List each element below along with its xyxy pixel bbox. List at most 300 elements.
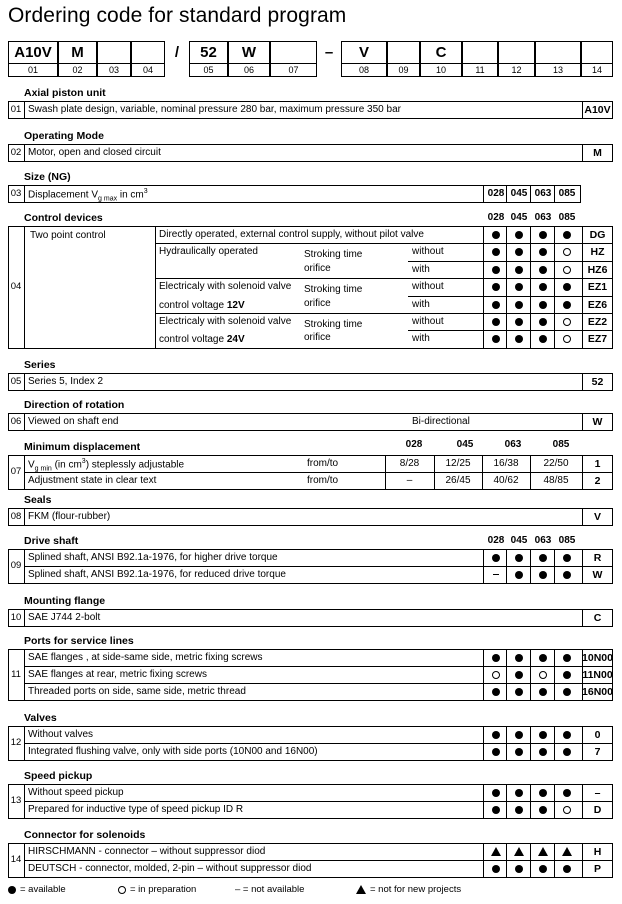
- control-description: Directly operated, external control supply, without pilot valve: [159, 229, 424, 240]
- section-text: Motor, open and closed circuit: [28, 147, 161, 158]
- order-code: EZ1: [587, 281, 608, 293]
- section-title: Control devices: [24, 212, 103, 224]
- code-position-number: 01: [8, 64, 58, 77]
- ring-icon: [563, 806, 571, 814]
- orifice-option: with: [412, 264, 430, 275]
- order-code: V: [593, 511, 601, 523]
- code-position-number: 10: [420, 64, 462, 77]
- ring-icon: [563, 248, 571, 256]
- availability-symbol: [509, 226, 529, 243]
- availability-symbol: [533, 330, 553, 347]
- section-index: 11: [11, 668, 21, 680]
- filled-dot-icon: [515, 571, 523, 579]
- order-code: 11N00: [582, 669, 613, 681]
- filled-dot-icon: [515, 671, 523, 679]
- order-code: 0: [594, 729, 601, 741]
- order-code: D: [593, 804, 602, 816]
- divider: [24, 185, 25, 203]
- triangle-icon: [491, 847, 501, 856]
- filled-dot-icon: [539, 335, 547, 343]
- displacement-value: 26/45: [445, 475, 471, 486]
- availability-symbol: [486, 296, 506, 313]
- section-title: Drive shaft: [24, 535, 79, 547]
- code-position-number: 05: [189, 64, 228, 77]
- availability-symbol: [533, 726, 553, 743]
- size-value: 045: [510, 188, 528, 199]
- stroking-time-label: Stroking time: [304, 284, 363, 295]
- filled-dot-icon: [492, 335, 500, 343]
- filled-dot-icon: [492, 266, 500, 274]
- filled-dot-icon: [563, 789, 571, 797]
- code-cell: V: [341, 41, 387, 64]
- control-description: Hydraulically operated: [159, 246, 258, 257]
- triangle-icon: [538, 847, 548, 856]
- filled-dot-icon: [539, 283, 547, 291]
- availability-symbol: [509, 549, 529, 566]
- availability-symbol: [509, 743, 529, 760]
- availability-symbol: [486, 784, 506, 801]
- text: ) steplessly adjustable: [85, 459, 185, 471]
- filled-dot-icon: [492, 554, 500, 562]
- availability-symbol: [557, 649, 577, 666]
- availability-symbol: [486, 843, 506, 860]
- code-cell: [581, 41, 613, 64]
- code-cell: [387, 41, 420, 64]
- availability-symbol: [509, 784, 529, 801]
- code-cell: [498, 41, 535, 64]
- code-position-number: 02: [58, 64, 97, 77]
- availability-symbol: [533, 743, 553, 760]
- divider: [24, 609, 25, 627]
- availability-symbol: [509, 330, 529, 347]
- order-code: 7: [594, 746, 601, 758]
- availability-symbol: [533, 649, 553, 666]
- availability-symbol: [557, 784, 577, 801]
- section-title: Mounting flange: [24, 595, 106, 607]
- divider: [155, 226, 156, 348]
- filled-dot-icon: [539, 231, 547, 239]
- filled-dot-icon: [539, 731, 547, 739]
- order-code: P: [593, 863, 601, 875]
- text: 3: [143, 188, 148, 195]
- legend-not-available: – = not available: [235, 884, 305, 895]
- section-index: 05: [10, 376, 22, 387]
- section-title: Seals: [24, 494, 52, 506]
- stroking-time-label: orifice: [304, 332, 331, 343]
- page-title: Ordering code for standard program: [8, 4, 347, 27]
- availability-symbol: [486, 330, 506, 347]
- size-column-header: 063: [534, 212, 552, 223]
- control-description: Electricaly with solenoid valve: [159, 316, 292, 327]
- filled-dot-icon: [492, 789, 500, 797]
- section-text: SAE J744 2-bolt: [28, 612, 101, 623]
- availability-symbol: [533, 549, 553, 566]
- text: V: [28, 459, 35, 471]
- size-column-header: 045: [510, 535, 528, 546]
- order-code: R: [593, 552, 602, 564]
- stroking-time-label: orifice: [304, 298, 331, 309]
- divider: [24, 226, 25, 348]
- orifice-option: without: [412, 281, 444, 292]
- order-code: 52: [591, 376, 604, 388]
- control-voltage: [159, 334, 245, 345]
- availability-symbol: [533, 278, 553, 295]
- displacement-value: 12/25: [445, 458, 471, 469]
- row-text: Integrated flushing valve, only with side ports (10N00 and 16N00): [28, 746, 318, 757]
- section-title: Series: [24, 359, 56, 371]
- row-text: DEUTSCH - connector, molded, 2-pin – without suppressor diod: [28, 863, 312, 874]
- filled-dot-icon: [515, 865, 523, 873]
- dash-icon: [493, 574, 499, 575]
- displacement-value: 22/50: [543, 458, 569, 469]
- divider: [24, 373, 25, 391]
- section-index: 12: [10, 737, 22, 748]
- code-position-number: 09: [387, 64, 420, 77]
- legend-available: = available: [8, 884, 66, 895]
- code-cell: W: [228, 41, 270, 64]
- filled-dot-icon: [515, 731, 523, 739]
- filled-dot-icon: [539, 248, 547, 256]
- size-value: 028: [487, 188, 505, 199]
- section-title: Valves: [24, 712, 57, 724]
- triangle-icon: [514, 847, 524, 856]
- code-position-number: 08: [341, 64, 387, 77]
- code-position-number: 13: [535, 64, 581, 77]
- order-code: EZ6: [587, 299, 608, 311]
- adjustment-label: Adjustment state in clear text: [28, 475, 157, 486]
- divider: [483, 649, 484, 700]
- row-text: SAE flanges , at side-same side, metric fixing screws: [28, 652, 263, 663]
- availability-symbol: [509, 566, 529, 583]
- section-title: Operating Mode: [24, 130, 104, 142]
- unit-label: from/to: [307, 458, 339, 469]
- order-code: HZ: [590, 246, 605, 258]
- code-position-number: 11: [462, 64, 498, 77]
- section-title: Axial piston unit: [24, 87, 106, 99]
- availability-symbol: [557, 330, 577, 347]
- row-text: Without valves: [28, 729, 94, 740]
- size-column-header: 028: [487, 535, 505, 546]
- code-cell: M: [58, 41, 97, 64]
- filled-dot-icon: [492, 248, 500, 256]
- availability-symbol: [486, 666, 506, 683]
- code-cell: /: [174, 44, 180, 61]
- filled-dot-icon: [563, 688, 571, 696]
- availability-symbol: [533, 860, 553, 877]
- code-position-number: 06: [228, 64, 270, 77]
- code-position-number: 14: [581, 64, 613, 77]
- order-code: 2: [594, 475, 601, 487]
- row-text: SAE flanges at rear, metric fixing screws: [28, 669, 207, 680]
- section-index: 01: [10, 104, 22, 115]
- triangle-icon: [562, 847, 572, 856]
- availability-symbol: [509, 843, 529, 860]
- triangle-icon: [356, 885, 366, 894]
- availability-symbol: [533, 666, 553, 683]
- order-code: HZ6: [587, 264, 608, 276]
- section-text: Viewed on shaft end: [28, 416, 119, 427]
- section-text: FKM (flour-rubber): [28, 511, 111, 522]
- stroking-time-label: orifice: [304, 263, 331, 274]
- order-code: 10N00: [582, 652, 613, 664]
- legend-preparation: = in preparation: [118, 884, 196, 895]
- filled-dot-icon: [539, 571, 547, 579]
- filled-dot-icon: [539, 554, 547, 562]
- section-index: 13: [10, 795, 22, 806]
- size-column-header: 028: [487, 212, 505, 223]
- availability-symbol: [509, 801, 529, 818]
- divider: [506, 649, 507, 700]
- section-index: 09: [10, 560, 22, 571]
- section-index: 14: [10, 854, 22, 865]
- order-code: H: [593, 846, 602, 858]
- filled-dot-icon: [515, 789, 523, 797]
- filled-dot-icon: [492, 688, 500, 696]
- size-column-header: 045: [456, 439, 474, 450]
- displacement-value: 40/62: [493, 475, 519, 486]
- code-position-number: 12: [498, 64, 535, 77]
- divider: [24, 649, 25, 700]
- availability-symbol: [533, 226, 553, 243]
- text: 24V: [226, 334, 245, 345]
- availability-symbol: [509, 261, 529, 278]
- availability-symbol: [486, 313, 506, 330]
- size-column-header: 045: [510, 212, 528, 223]
- availability-symbol: [533, 566, 553, 583]
- filled-dot-icon: [563, 865, 571, 873]
- row-text: HIRSCHMANN - connector – without suppressor diod: [28, 846, 266, 857]
- code-cell: [97, 41, 131, 64]
- section-text: Series 5, Index 2: [28, 376, 104, 387]
- filled-dot-icon: [492, 731, 500, 739]
- text: g min: [34, 465, 52, 473]
- control-description: Electricaly with solenoid valve: [159, 281, 292, 292]
- filled-dot-icon: [515, 748, 523, 756]
- availability-symbol: [486, 683, 506, 700]
- filled-dot-icon: [515, 554, 523, 562]
- filled-dot-icon: [515, 318, 523, 326]
- ring-icon: [563, 266, 571, 274]
- availability-symbol: [557, 726, 577, 743]
- availability-symbol: [557, 313, 577, 330]
- filled-dot-icon: [515, 231, 523, 239]
- ring-icon: [563, 335, 571, 343]
- availability-symbol: [557, 683, 577, 700]
- unit-label: from/to: [307, 475, 339, 486]
- availability-symbol: [486, 726, 506, 743]
- size-column-header: 063: [504, 439, 522, 450]
- section-index: 10: [10, 612, 22, 623]
- filled-dot-icon: [515, 283, 523, 291]
- displacement-value: 16/38: [493, 458, 519, 469]
- availability-symbol: [533, 683, 553, 700]
- filled-dot-icon: [539, 789, 547, 797]
- availability-symbol: [557, 843, 577, 860]
- availability-symbol: [486, 566, 506, 583]
- filled-dot-icon: [563, 231, 571, 239]
- availability-symbol: [533, 296, 553, 313]
- size-column-header: 063: [534, 535, 552, 546]
- divider: [24, 144, 25, 162]
- code-cell: [131, 41, 165, 64]
- code-position-number: 07: [270, 64, 317, 77]
- availability-symbol: [557, 226, 577, 243]
- availability-symbol: [557, 666, 577, 683]
- filled-dot-icon: [492, 283, 500, 291]
- text: in cm: [117, 189, 144, 201]
- section-title: Ports for service lines: [24, 635, 134, 647]
- displacement-value: 8/28: [399, 458, 420, 469]
- filled-dot-icon: [515, 301, 523, 309]
- filled-dot-icon: [492, 748, 500, 756]
- availability-symbol: [486, 649, 506, 666]
- order-code: DG: [589, 229, 606, 241]
- text: Displacement V: [28, 189, 99, 201]
- filled-dot-icon: [539, 318, 547, 326]
- section-index: 08: [10, 511, 22, 522]
- section-index: 07: [10, 466, 22, 477]
- size-column-header: 028: [405, 439, 423, 450]
- code-cell: –: [324, 44, 334, 61]
- text: 3: [81, 458, 86, 465]
- filled-dot-icon: [515, 266, 523, 274]
- availability-symbol: [486, 278, 506, 295]
- availability-symbol: [557, 860, 577, 877]
- filled-dot-icon: [515, 654, 523, 662]
- code-cell: C: [420, 41, 462, 64]
- order-code: 1: [594, 458, 601, 470]
- legend-not-new: = not for new projects: [356, 884, 461, 895]
- text: 12V: [226, 300, 245, 311]
- availability-symbol: [509, 683, 529, 700]
- size-value: 085: [558, 188, 576, 199]
- filled-dot-icon: [492, 318, 500, 326]
- filled-dot-icon: [515, 335, 523, 343]
- displacement-value: –: [406, 475, 413, 486]
- row-text: Without speed pickup: [28, 787, 124, 798]
- ring-icon: [118, 886, 126, 894]
- availability-symbol: [486, 860, 506, 877]
- ring-icon: [539, 671, 547, 679]
- filled-dot-icon: [563, 283, 571, 291]
- ring-icon: [492, 671, 500, 679]
- size-column-header: 085: [552, 439, 570, 450]
- code-cell: [270, 41, 317, 64]
- availability-symbol: [486, 226, 506, 243]
- filled-dot-icon: [8, 886, 16, 894]
- filled-dot-icon: [563, 671, 571, 679]
- availability-symbol: [509, 666, 529, 683]
- min-displacement-label: [28, 458, 184, 472]
- filled-dot-icon: [539, 301, 547, 309]
- orifice-option: without: [412, 316, 444, 327]
- section-title: Speed pickup: [24, 770, 93, 782]
- text: control voltage: [159, 334, 227, 345]
- availability-symbol: [557, 566, 577, 583]
- divider: [530, 649, 531, 700]
- availability-symbol: [557, 261, 577, 278]
- filled-dot-icon: [563, 748, 571, 756]
- section-text: Swash plate design, variable, nominal pressure 280 bar, maximum pressure 350 bar: [28, 104, 401, 115]
- size-column-header: 085: [558, 212, 576, 223]
- text: control voltage: [159, 300, 227, 311]
- section-title: Direction of rotation: [24, 399, 125, 411]
- code-cell: [462, 41, 498, 64]
- filled-dot-icon: [492, 806, 500, 814]
- availability-symbol: [486, 801, 506, 818]
- section-index: 02: [10, 147, 22, 158]
- control-label: Two point control: [30, 230, 106, 241]
- availability-symbol: [557, 243, 577, 260]
- availability-symbol: [509, 649, 529, 666]
- divider: [554, 649, 555, 700]
- orifice-option: with: [412, 299, 430, 310]
- row-text: Threaded ports on side, same side, metric thread: [28, 686, 246, 697]
- filled-dot-icon: [515, 248, 523, 256]
- availability-symbol: [486, 549, 506, 566]
- availability-symbol: [557, 801, 577, 818]
- availability-symbol: [533, 313, 553, 330]
- availability-symbol: [533, 784, 553, 801]
- stroking-time-label: Stroking time: [304, 319, 363, 330]
- filled-dot-icon: [539, 688, 547, 696]
- filled-dot-icon: [539, 865, 547, 873]
- row-text: Splined shaft, ANSI B92.1a-1976, for higher drive torque: [28, 552, 278, 563]
- code-cell: [535, 41, 581, 64]
- order-code: A10V: [584, 104, 611, 116]
- order-code: EZ2: [587, 316, 608, 328]
- filled-dot-icon: [515, 806, 523, 814]
- code-position-number: 04: [131, 64, 165, 77]
- section-title: Size (NG): [24, 171, 71, 183]
- section-index: 04: [10, 281, 22, 292]
- stroking-time-label: Stroking time: [304, 249, 363, 260]
- filled-dot-icon: [563, 554, 571, 562]
- availability-symbol: [557, 549, 577, 566]
- order-code: EZ7: [587, 333, 608, 345]
- orifice-option: with: [412, 333, 430, 344]
- availability-symbol: [486, 743, 506, 760]
- filled-dot-icon: [563, 571, 571, 579]
- filled-dot-icon: [563, 731, 571, 739]
- availability-symbol: [486, 261, 506, 278]
- control-voltage: [159, 300, 245, 311]
- filled-dot-icon: [492, 865, 500, 873]
- code-cell: 52: [189, 41, 228, 64]
- availability-symbol: [509, 313, 529, 330]
- availability-symbol: [509, 860, 529, 877]
- order-code: W: [592, 416, 603, 428]
- filled-dot-icon: [539, 266, 547, 274]
- displacement-label: [28, 188, 148, 202]
- row-text: Splined shaft, ANSI B92.1a-1976, for reduced drive torque: [28, 569, 286, 580]
- displacement-value: 48/85: [543, 475, 569, 486]
- rotation-value: Bi-directional: [412, 416, 470, 427]
- filled-dot-icon: [539, 654, 547, 662]
- ring-icon: [563, 318, 571, 326]
- availability-symbol: [509, 278, 529, 295]
- section-title: Minimum displacement: [24, 441, 141, 453]
- row-text: Prepared for inductive type of speed pickup ID R: [28, 804, 244, 815]
- filled-dot-icon: [492, 231, 500, 239]
- divider: [24, 508, 25, 526]
- availability-symbol: [533, 843, 553, 860]
- orifice-option: without: [412, 246, 444, 257]
- availability-symbol: [509, 296, 529, 313]
- section-title: Connector for solenoids: [24, 829, 146, 841]
- filled-dot-icon: [563, 301, 571, 309]
- size-column-header: 085: [558, 535, 576, 546]
